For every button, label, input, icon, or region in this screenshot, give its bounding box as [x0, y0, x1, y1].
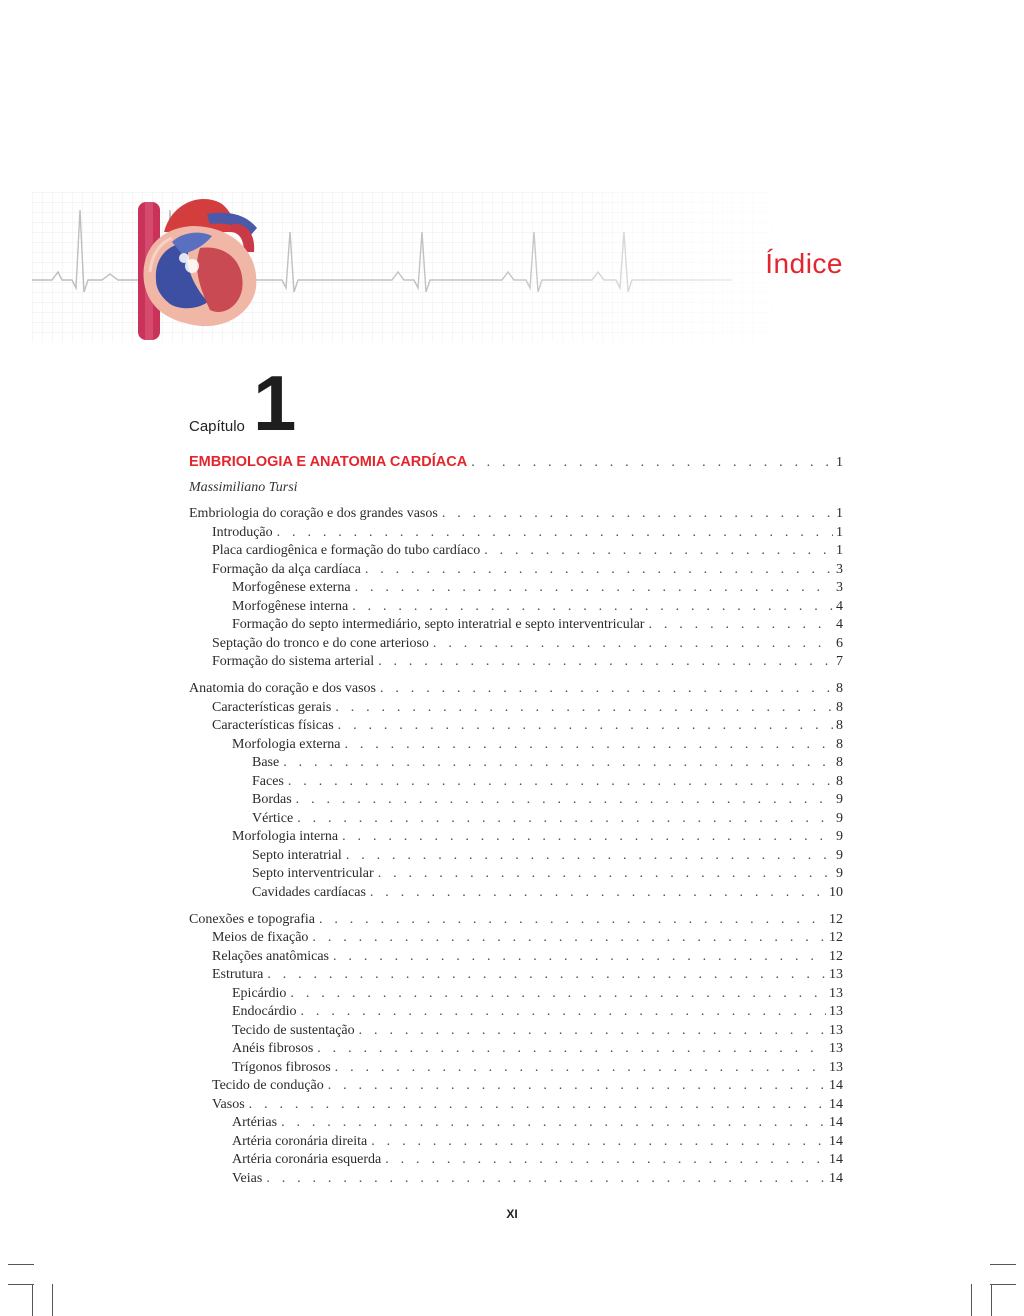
- chapter-author: Massimiliano Tursi: [189, 480, 298, 495]
- toc-entry-label: Embriologia do coração e dos grandes vasos: [189, 506, 438, 521]
- dot-leader: [344, 736, 833, 755]
- toc-entry-label: Base: [252, 755, 280, 770]
- toc-entry[interactable]: [189, 561, 843, 580]
- toc-entry-page: 4: [836, 598, 843, 614]
- toc-entry-label: Trígonos fibrosos: [232, 1059, 331, 1075]
- toc-entry[interactable]: [189, 717, 843, 736]
- toc-entry[interactable]: [189, 828, 843, 847]
- toc-entry[interactable]: [189, 505, 843, 524]
- toc-entry-page: 1: [836, 543, 843, 558]
- toc-entry-page: 9: [836, 810, 843, 826]
- toc-entry-label: Artéria coronária esquerda: [232, 1152, 382, 1167]
- dot-leader: [333, 948, 826, 967]
- toc-entry-label: Artérias: [232, 1115, 278, 1130]
- dot-leader: [317, 1040, 826, 1059]
- toc-entry[interactable]: [189, 985, 843, 1004]
- chapter-number: 1: [253, 359, 297, 447]
- dot-leader: [359, 1022, 826, 1041]
- dot-leader: [288, 773, 833, 792]
- toc-entry[interactable]: [189, 1096, 843, 1115]
- toc-entry-page: 8: [836, 755, 843, 770]
- chapter-word: Capítulo: [189, 418, 245, 435]
- toc-entry[interactable]: [189, 1077, 843, 1096]
- dot-leader: [267, 966, 826, 985]
- toc-entry[interactable]: [189, 1003, 843, 1022]
- toc-entry[interactable]: [189, 598, 843, 617]
- toc-entry-label: Vasos: [212, 1096, 245, 1112]
- toc-entry-label: Relações anatômicas: [212, 948, 330, 964]
- toc-entry-page: 8: [836, 773, 843, 789]
- toc-entry-page: 3: [836, 561, 843, 577]
- toc-entry[interactable]: [189, 1040, 843, 1059]
- toc-entry-page: 8: [836, 736, 843, 752]
- dot-leader: [335, 699, 833, 718]
- toc-entry[interactable]: [189, 635, 843, 654]
- toc-entry-page: 3: [836, 580, 843, 595]
- chapter-title-row[interactable]: [189, 452, 843, 472]
- dot-leader: [296, 791, 833, 810]
- toc-entry[interactable]: [189, 542, 843, 561]
- toc-entry-label: Endocárdio: [232, 1004, 297, 1019]
- toc-entry-page: 13: [829, 1059, 843, 1075]
- toc-entry-page: 12: [829, 930, 843, 945]
- toc-entry[interactable]: [189, 911, 843, 930]
- toc-entry-label: Morfogênese externa: [232, 580, 351, 595]
- toc-entry[interactable]: [189, 1022, 843, 1041]
- toc-entry-label: Anatomia do coração e dos vasos: [189, 681, 376, 696]
- toc-entry-page: 1: [836, 524, 843, 540]
- toc-entry[interactable]: [189, 865, 843, 884]
- dot-leader: [371, 1133, 826, 1152]
- crop-mark: [990, 1284, 1016, 1285]
- toc-entry[interactable]: [189, 680, 843, 699]
- toc-entry-label: Placa cardiogênica e formação do tubo cardíaco: [212, 543, 481, 558]
- toc-entry-page: 4: [836, 617, 843, 632]
- toc-entry-page: 8: [836, 681, 843, 696]
- dot-leader: [355, 579, 833, 598]
- toc-entry-page: 14: [829, 1133, 843, 1149]
- toc-entry-page: 14: [829, 1170, 843, 1186]
- toc-entry-label: Faces: [252, 773, 284, 789]
- toc-entry[interactable]: [189, 1059, 843, 1078]
- toc-entry[interactable]: [189, 1133, 843, 1152]
- toc-entry-page: 1: [836, 506, 843, 521]
- toc-entry-label: Introdução: [212, 524, 273, 540]
- toc-entry-page: 13: [829, 1004, 843, 1019]
- toc-entry-label: Tecido de sustentação: [232, 1022, 355, 1038]
- dot-leader: [471, 453, 833, 473]
- dot-leader: [342, 828, 833, 847]
- toc-entry-page: 13: [829, 967, 843, 982]
- dot-leader: [385, 1151, 826, 1170]
- toc-entry[interactable]: [189, 1151, 843, 1170]
- dot-leader: [312, 929, 826, 948]
- toc-entry-page: 13: [829, 1022, 843, 1038]
- toc-entry[interactable]: [189, 524, 843, 543]
- toc-entry-label: Septação do tronco e do cone arterioso: [212, 635, 429, 651]
- dot-leader: [648, 616, 833, 635]
- dot-leader: [378, 865, 833, 884]
- toc-entry-page: 9: [836, 847, 843, 863]
- toc-entry-label: Septo interventricular: [252, 866, 374, 881]
- crop-mark: [8, 1284, 34, 1285]
- toc-entry[interactable]: [189, 1170, 843, 1189]
- toc-entry-page: 9: [836, 829, 843, 844]
- toc-entry-label: Morfologia interna: [232, 829, 339, 844]
- toc-entry-page: 10: [829, 884, 843, 900]
- toc-entry-page: 7: [836, 654, 843, 669]
- toc-entry[interactable]: [189, 653, 843, 672]
- toc-entry-page: 8: [836, 699, 843, 715]
- toc-entry-label: Formação da alça cardíaca: [212, 561, 361, 577]
- dot-leader: [365, 561, 833, 580]
- toc-entry-page: 14: [829, 1115, 843, 1130]
- toc-entry[interactable]: [189, 616, 843, 635]
- dot-leader: [338, 717, 833, 736]
- dot-leader: [301, 1003, 826, 1022]
- page-number: XI: [506, 1207, 518, 1221]
- dot-leader: [484, 542, 833, 561]
- dot-leader: [378, 653, 833, 672]
- dot-leader: [249, 1096, 826, 1115]
- toc-entry[interactable]: [189, 1114, 843, 1133]
- toc-entry-page: 8: [836, 718, 843, 733]
- toc-entry-label: Veias: [232, 1170, 263, 1186]
- toc-entry-label: Tecido de condução: [212, 1078, 324, 1093]
- toc-entry[interactable]: [189, 579, 843, 598]
- toc-entry[interactable]: [189, 736, 843, 755]
- toc-entry[interactable]: [189, 773, 843, 792]
- toc-entry-label: Meios de fixação: [212, 930, 309, 945]
- index-title: Índice: [765, 248, 843, 279]
- toc-entry[interactable]: [189, 847, 843, 866]
- dot-leader: [266, 1170, 826, 1189]
- toc-entry-label: Vértice: [252, 810, 294, 826]
- toc-entry-label: Epicárdio: [232, 985, 287, 1001]
- toc-entry[interactable]: [189, 966, 843, 985]
- toc-entry-label: Formação do septo intermediário, septo interatrial e septo interventricular: [232, 617, 645, 632]
- toc-entry-label: Cavidades cardíacas: [252, 884, 366, 900]
- toc-entry[interactable]: [189, 948, 843, 967]
- heart-ecg-banner: [32, 192, 892, 342]
- dot-leader: [277, 524, 833, 543]
- toc-entry-page: 13: [829, 985, 843, 1001]
- dot-leader: [433, 635, 833, 654]
- crop-mark: [8, 1264, 34, 1265]
- toc-entry-page: 12: [829, 948, 843, 964]
- toc-entry-label: Formação do sistema arterial: [212, 654, 375, 669]
- toc-entry-label: Artéria coronária direita: [232, 1133, 368, 1149]
- toc-entry-label: Anéis fibrosos: [232, 1041, 314, 1056]
- toc-entry-label: Morfogênese interna: [232, 598, 349, 614]
- toc-entry-label: Bordas: [252, 792, 292, 807]
- dot-leader: [380, 680, 833, 699]
- dot-leader: [290, 985, 826, 1004]
- crop-mark: [52, 1284, 53, 1316]
- toc-entry[interactable]: [189, 929, 843, 948]
- toc-entries: [189, 505, 843, 1188]
- toc-entry[interactable]: [189, 791, 843, 810]
- dot-leader: [319, 911, 826, 930]
- crop-mark: [32, 1284, 33, 1316]
- dot-leader: [352, 598, 833, 617]
- crop-mark: [971, 1284, 972, 1316]
- dot-leader: [281, 1114, 826, 1133]
- toc-entry-page: 6: [836, 635, 843, 651]
- toc-entry-page: 14: [829, 1152, 843, 1167]
- dot-leader: [346, 847, 833, 866]
- chapter-title: EMBRIOLOGIA E ANATOMIA CARDÍACA: [189, 454, 468, 470]
- toc-entry-label: Características físicas: [212, 718, 334, 733]
- dot-leader: [328, 1077, 826, 1096]
- chapter-heading: [189, 359, 389, 447]
- toc-entry[interactable]: [189, 810, 843, 829]
- toc-entry-label: Estrutura: [212, 967, 264, 982]
- crop-mark: [990, 1264, 1016, 1265]
- toc-entry-label: Conexões e topografia: [189, 911, 315, 927]
- toc-entry[interactable]: [189, 884, 843, 903]
- toc-entry-page: 13: [829, 1041, 843, 1056]
- toc-entry-page: 12: [829, 911, 843, 927]
- toc-entry-page: 9: [836, 792, 843, 807]
- toc-entry-page: 14: [829, 1096, 843, 1112]
- toc-entry[interactable]: [189, 754, 843, 773]
- crop-mark: [991, 1284, 992, 1316]
- toc-entry-label: Características gerais: [212, 699, 332, 715]
- dot-leader: [370, 884, 826, 903]
- chapter-title-page: 1: [836, 455, 843, 470]
- dot-leader: [283, 754, 833, 773]
- toc-entry-page: 14: [829, 1078, 843, 1093]
- dot-leader: [442, 505, 833, 524]
- dot-leader: [335, 1059, 826, 1078]
- toc-entry-page: 9: [836, 866, 843, 881]
- table-of-contents: [189, 452, 843, 1188]
- toc-entry[interactable]: [189, 699, 843, 718]
- dot-leader: [297, 810, 833, 829]
- toc-entry-label: Morfologia externa: [232, 736, 341, 752]
- toc-entry-label: Septo interatrial: [252, 847, 342, 863]
